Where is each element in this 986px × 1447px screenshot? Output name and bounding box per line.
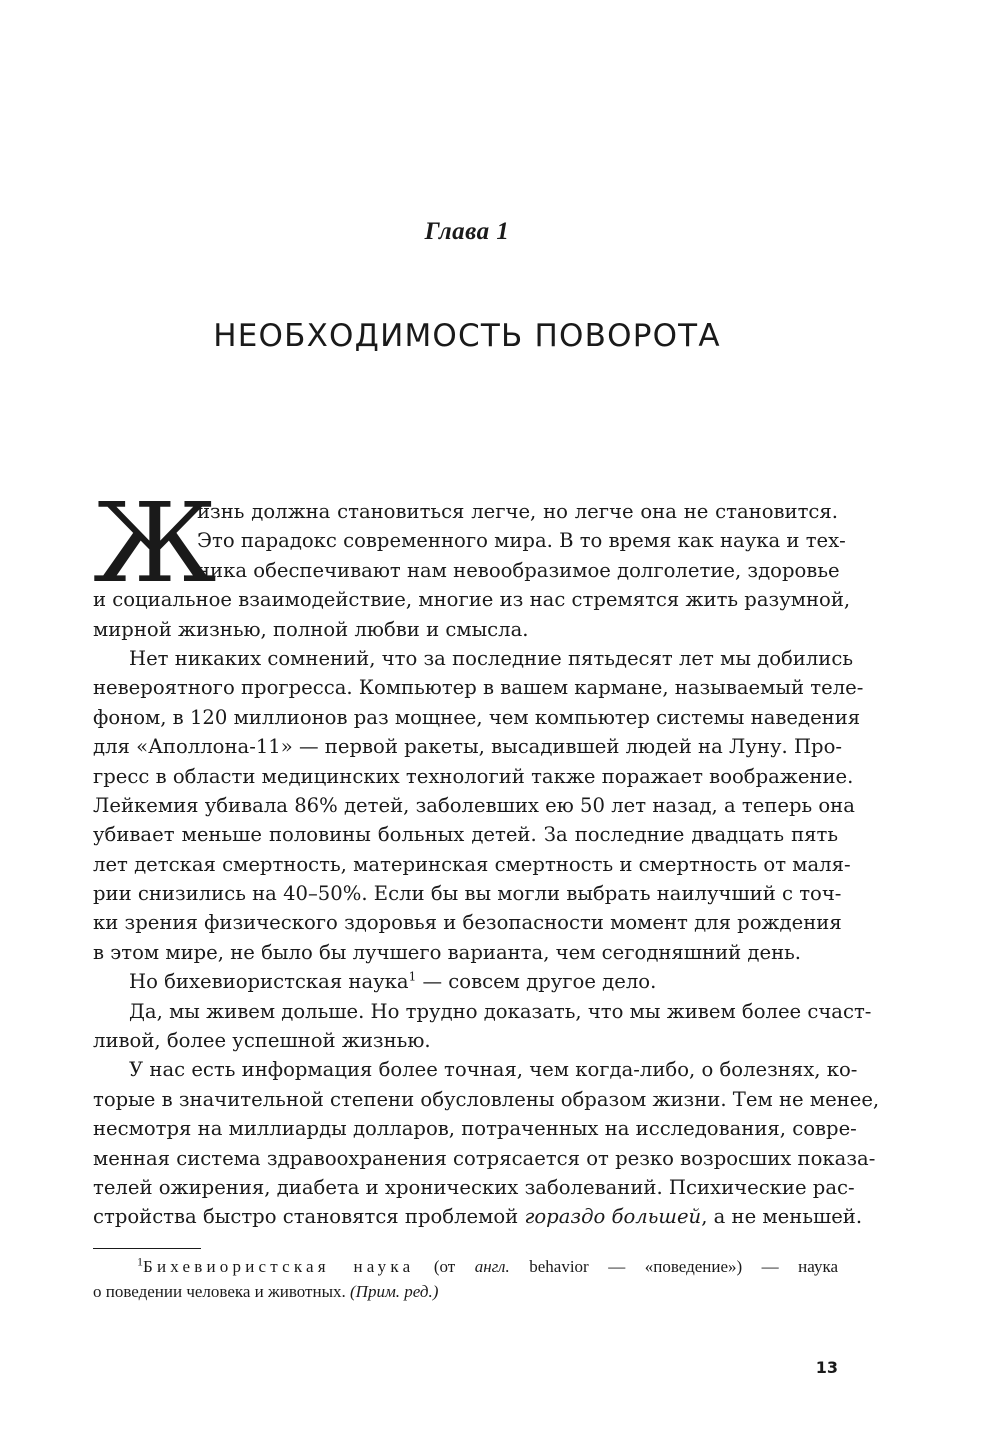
text-line: убивает меньше половины больных детей. За последние двадцать пять — [93, 823, 838, 847]
text-line: ки зрения физического здоровья и безопасности момент для рождения — [93, 911, 842, 935]
text-line: ливой, более успешной жизнью. — [93, 1029, 431, 1053]
text-line: Да, мы живем дольше. Но трудно доказать, что мы живем более счаст- — [129, 999, 872, 1023]
drop-cap: Ж — [93, 479, 217, 607]
body-text — [93, 479, 880, 1232]
text-line: Нет никаких сомнений, что за последние пятьдесят лет мы добились — [129, 646, 854, 670]
emphasis: гораздо большей — [524, 1205, 702, 1229]
footnote-ref: 1 — [408, 969, 417, 984]
text-segment: — совсем другое дело. — [416, 970, 657, 994]
text-line: Это парадокс современного мира. В то время как наука и тех- — [197, 529, 846, 553]
text-line: менная система здравоохранения сотрясается от резко возросших показа- — [93, 1146, 876, 1170]
text-line: Лейкемия убивала 86% детей, заболевших ею 50 лет назад, а теперь она — [93, 793, 855, 817]
text-line: фоном, в 120 миллионов раз мощнее, чем компьютер системы наведения — [93, 705, 861, 729]
page-number: 13 — [815, 1358, 838, 1377]
editor-note: (Прим. ред.) — [350, 1282, 439, 1301]
footnote-divider — [93, 1248, 201, 1249]
text-line: рии снизились на 40–50%. Если бы вы могли выбрать наилучший с точ- — [93, 882, 842, 906]
text-line: лет детская смертность, материнская смертность и смертность от маля- — [93, 852, 851, 876]
text-segment: (от — [414, 1257, 475, 1276]
chapter-label: Глава 1 — [424, 218, 510, 245]
text-line: и социальное взаимодействие, многие из нас стремятся жить разумной, — [93, 588, 851, 612]
text-line: в этом мире, не было бы лучшего варианта, чем сегодняшний день. — [93, 940, 802, 964]
text-line: для «Аполлона-11» — первой ракеты, высадившей людей на Луну. Про- — [93, 735, 843, 759]
footnote-term: Бихевиористская наука — [143, 1257, 415, 1276]
text-line: гресс в области медицинских технологий также поражает воображение. — [93, 764, 854, 788]
text-line: изнь должна становиться легче, но легче она не становится. — [197, 500, 838, 523]
text-line: ника обеспечивают нам невообразимое долголетие, здоровье — [197, 558, 840, 582]
text-segment: , а не меньшей. — [701, 1205, 863, 1229]
footnote-marker: 1 — [137, 1254, 143, 1269]
text-line: У нас есть информация более точная, чем когда-либо, о болезнях, ко- — [129, 1058, 858, 1082]
text-line: торые в значительной степени обусловлены образом жизни. Тем не менее, — [93, 1087, 880, 1111]
emphasis: англ. — [474, 1257, 510, 1276]
text-line: телей ожирения, диабета и хронических заболеваний. Психические рас- — [93, 1175, 855, 1199]
footnote — [93, 1254, 838, 1304]
text-line — [93, 967, 838, 996]
footnote-line — [93, 1279, 838, 1304]
text-line: мирной жизнью, полной любви и смысла. — [93, 617, 529, 641]
text-line: несмотря на миллиарды долларов, потраченных на исследования, совре- — [93, 1117, 857, 1141]
text-segment: behavior — «поведение») — наука — [509, 1257, 838, 1276]
chapter-title: НЕОБХОДИМОСТЬ ПОВОРОТА — [213, 318, 721, 354]
text-segment: стройства быстро становятся проблемой — [93, 1205, 525, 1229]
footnote-line — [93, 1254, 838, 1279]
text-line: невероятного прогресса. Компьютер в вашем кармане, называемый теле- — [93, 676, 864, 700]
text-segment: о поведении человека и животных. — [93, 1282, 351, 1301]
text-segment: Но бихевиористская наука — [129, 970, 409, 994]
text-line — [93, 1202, 863, 1231]
